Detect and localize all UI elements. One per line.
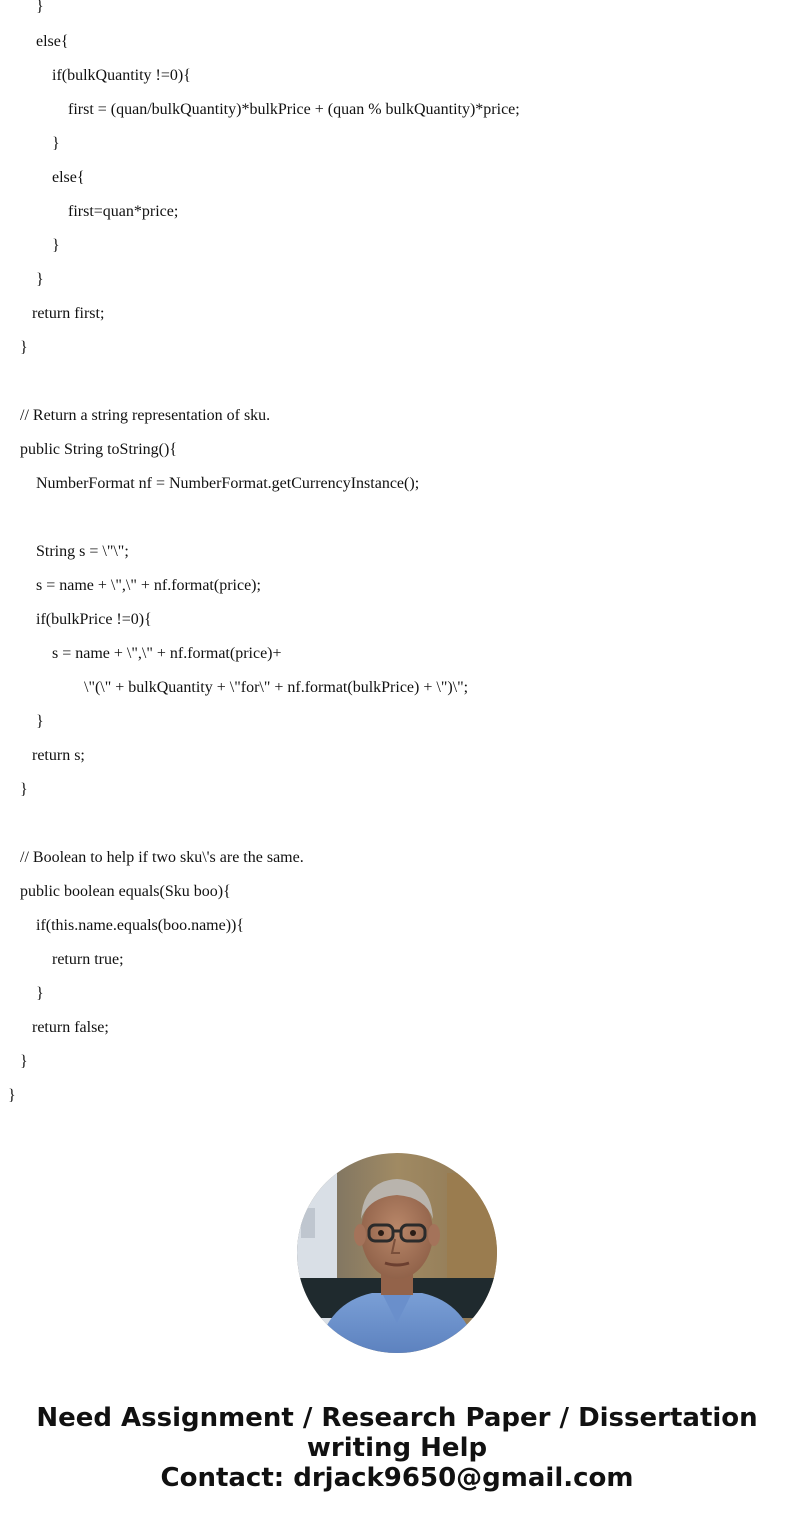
code-line: NumberFormat nf = NumberFormat.getCurrencyInstance(); <box>36 475 420 492</box>
code-line: } <box>36 0 44 15</box>
code-line: return true; <box>52 951 124 968</box>
contact-banner <box>0 1403 794 1493</box>
contact-email: Contact: drjack9650@gmail.com <box>160 1463 634 1493</box>
code-line: else{ <box>36 33 69 50</box>
code-line: public String toString(){ <box>20 441 178 458</box>
banner-line-2: writing Help <box>306 1433 488 1463</box>
code-line: } <box>20 339 28 356</box>
code-line: String s = \"\"; <box>36 543 129 560</box>
code-line: } <box>8 1087 16 1104</box>
code-line: } <box>36 985 44 1002</box>
code-line: } <box>52 135 60 152</box>
code-line: return first; <box>32 305 105 322</box>
avatar <box>297 1153 497 1353</box>
code-line: return s; <box>32 747 85 764</box>
code-line: } <box>52 237 60 254</box>
code-comment: // Boolean to help if two sku\'s are the same. <box>20 849 304 866</box>
code-line: } <box>36 271 44 288</box>
code-line: if(bulkPrice !=0){ <box>36 611 152 628</box>
code-line: if(bulkQuantity !=0){ <box>52 67 191 84</box>
code-line: first = (quan/bulkQuantity)*bulkPrice + (quan % bulkQuantity)*price; <box>68 101 520 118</box>
portrait-photo <box>297 1153 497 1353</box>
banner-line-1: Need Assignment / Research Paper / Dissertation <box>36 1403 758 1433</box>
code-line: } <box>20 1053 28 1070</box>
code-line: } <box>36 713 44 730</box>
code-line: first=quan*price; <box>68 203 179 220</box>
code-line: else{ <box>52 169 85 186</box>
code-comment: // Return a string representation of sku. <box>20 407 271 424</box>
code-line: if(this.name.equals(boo.name)){ <box>36 917 245 934</box>
code-line: public boolean equals(Sku boo){ <box>20 883 231 900</box>
code-line: } <box>20 781 28 798</box>
code-line: s = name + \",\" + nf.format(price)+ <box>52 645 282 662</box>
code-line: s = name + \",\" + nf.format(price); <box>36 577 261 594</box>
code-line: return false; <box>32 1019 109 1036</box>
code-line: \"(\" + bulkQuantity + \"for\" + nf.format(bulkPrice) + \")\"; <box>84 679 469 696</box>
